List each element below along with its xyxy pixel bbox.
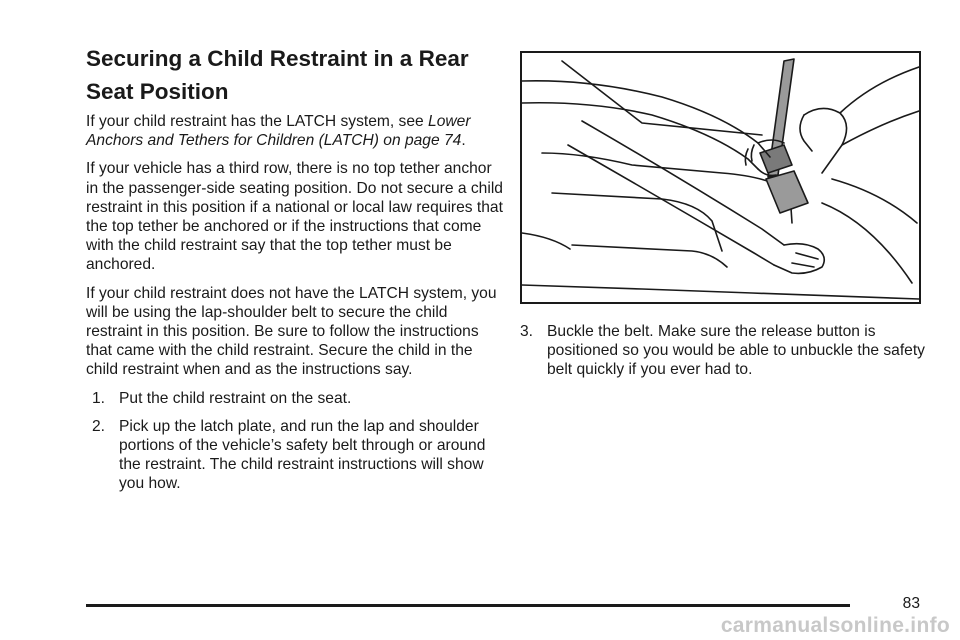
- right-arm: [840, 67, 919, 145]
- cushion-outline: [822, 203, 912, 283]
- right-hand: [804, 108, 847, 173]
- lower-hand: [792, 253, 818, 267]
- step-text: Pick up the latch plate, and run the lap and shoulder portions of the vehicle’s safety belt through or around the restraint. The child restraint instructions will show you how.: [119, 417, 486, 493]
- no-latch-paragraph: If your child restraint does not have the LATCH system, you will be using the lap-shoulder belt to secure the child restraint in this position. Be sure to follow the instructions that came with the child restraint. Secure the child in the child restraint when and as the instructions say.: [86, 284, 497, 379]
- step-number: 1.: [92, 389, 106, 407]
- seat-back-outline: [562, 61, 762, 135]
- right-column: [520, 322, 930, 389]
- seat-shell-outline: [542, 153, 792, 223]
- seat-rim-outline: [552, 193, 722, 251]
- step-number: 2.: [92, 417, 106, 435]
- step-2: [86, 417, 506, 494]
- step-1: [86, 389, 506, 408]
- step-text: Put the child restraint on the seat.: [119, 389, 352, 407]
- latch-paragraph-prefix: If your child restraint has the LATCH system, see: [86, 113, 429, 130]
- latch-paragraph: [86, 112, 506, 150]
- left-column: [86, 112, 506, 503]
- third-row-paragraph: If your vehicle has a third row, there is no top tether anchor in the passenger-side seating position. Do not secure a child restraint in this position if a national or local law requires that the top tether be anchored or if the instructions that come with the child restraint say that the top tether must be anchored.: [86, 160, 503, 274]
- section-heading: Securing a Child Restraint in a Rear Seat Position: [86, 46, 469, 104]
- seat-base-outline: [572, 245, 727, 267]
- child-restraint-belt-illustration: [520, 51, 921, 304]
- page-number: 83: [902, 595, 920, 612]
- upper-arm: [522, 81, 770, 157]
- right-hand: [800, 115, 812, 151]
- watermark-text: carmanualsonline.info: [720, 614, 950, 637]
- seat-side-outline: [522, 233, 570, 249]
- buckle: [766, 171, 808, 213]
- motion-lines: [745, 145, 754, 165]
- latch-page-reference: Lower Anchors and Tethers for Children (LATCH) on page 74: [86, 113, 471, 150]
- upper-arm: [522, 103, 758, 169]
- latch-paragraph-suffix: .: [461, 132, 466, 150]
- step-3: [520, 322, 930, 380]
- footer-rule: [86, 604, 850, 607]
- step-number: 3.: [520, 323, 534, 340]
- step-text: Buckle the belt. Make sure the release button is positioned so you would be able to unbuckle the safety belt quickly if you ever had to.: [547, 323, 925, 379]
- cushion-outline: [832, 179, 917, 223]
- seat-floor-outline: [522, 285, 919, 299]
- latch-plate: [760, 145, 792, 173]
